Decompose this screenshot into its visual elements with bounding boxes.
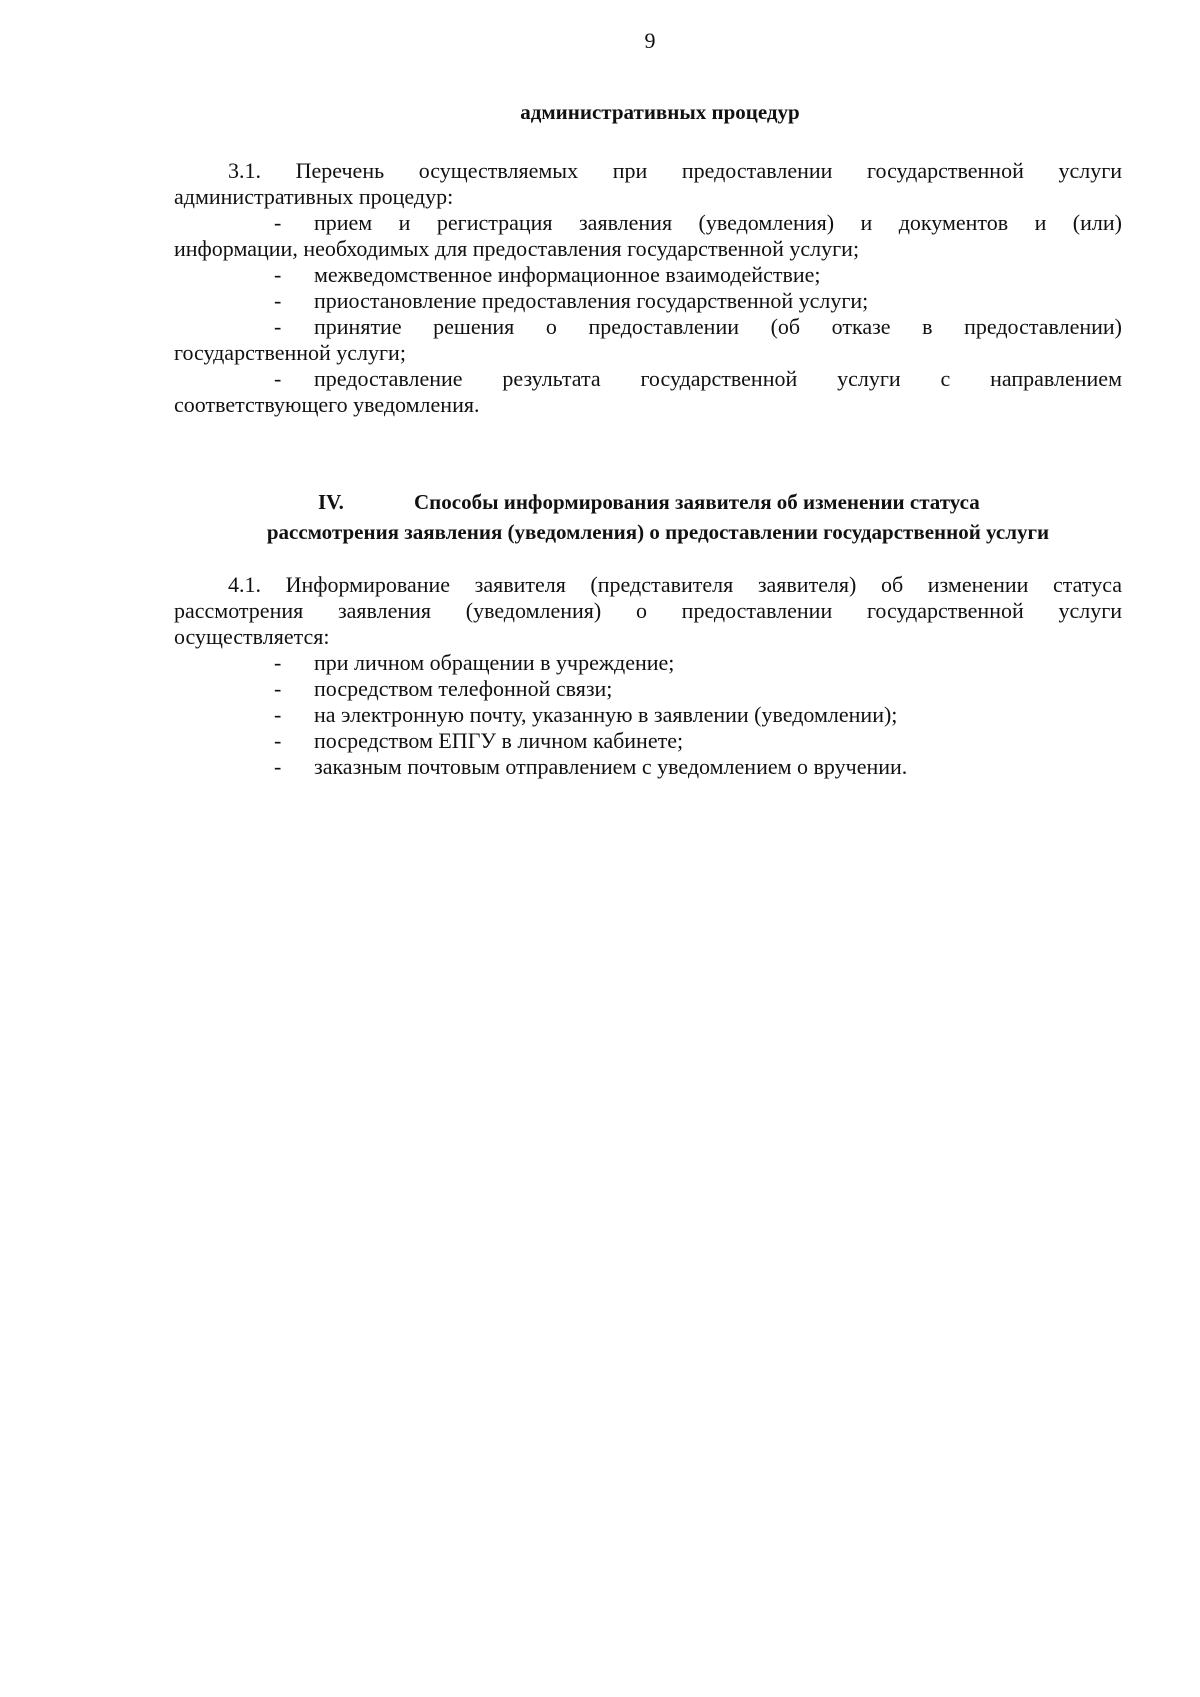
list-item-text: на электронную почту, указанную в заявлении (уведомлении);: [314, 702, 898, 727]
section-3-item-1: [174, 210, 1122, 262]
section-4-body: [174, 572, 1122, 780]
section-3-body: [174, 158, 1122, 418]
list-item-text: предоставление результата государственной услуги с направлением: [314, 366, 1122, 391]
section-4-heading-line1: Способы информирования заявителя об изменении статуса: [414, 490, 980, 514]
section-4-item-1: [174, 650, 1122, 676]
section-3-item-2: [174, 262, 1122, 288]
list-item-text: принятие решения о предоставлении (об отказе в предоставлении): [314, 314, 1122, 339]
section-3-intro-line2: административных процедур:: [174, 184, 454, 209]
section-4-heading-line2: рассмотрения заявления (уведомления) о предоставлении государственной услуги: [266, 520, 1050, 544]
dash-bullet: -: [274, 702, 282, 727]
list-item-text: посредством ЕПГУ в личном кабинете;: [314, 728, 684, 753]
section-4-item-2: [174, 676, 1122, 702]
dash-bullet: -: [274, 366, 282, 391]
dash-bullet: -: [274, 262, 282, 287]
section-3-intro-line1: 3.1. Перечень осуществляемых при предоставлении государственной услуги: [228, 158, 1122, 183]
section-3-item-5: [174, 366, 1122, 418]
list-item-continuation: государственной услуги;: [174, 340, 406, 365]
section-3-item-4: [174, 314, 1122, 366]
list-item-continuation: информации, необходимых для предоставления государственной услуги;: [174, 236, 860, 261]
section-4-item-3: [174, 702, 1122, 728]
section-4-intro-line3: осуществляется:: [174, 624, 330, 649]
list-item-text: заказным почтовым отправлением с уведомлением о вручении.: [314, 754, 908, 779]
section-4-item-5: [174, 754, 1122, 780]
section-3-item-3: [174, 288, 1122, 314]
dash-bullet: -: [274, 210, 282, 235]
section-3-heading-tail: административных процедур: [520, 100, 800, 124]
dash-bullet: -: [274, 650, 282, 675]
list-item-text: при личном обращении в учреждение;: [314, 650, 675, 675]
dash-bullet: -: [274, 676, 282, 701]
list-item-continuation: соответствующего уведомления.: [174, 392, 480, 417]
dash-bullet: -: [274, 728, 282, 753]
list-item-text: приостановление предоставления государственной услуги;: [314, 288, 869, 313]
section-4-intro-line1: 4.1. Информирование заявителя (представителя заявителя) об изменении статуса: [228, 572, 1122, 597]
dash-bullet: -: [274, 314, 282, 339]
page-number: 9: [644, 28, 656, 53]
section-4-intro-line2: рассмотрения заявления (уведомления) о предоставлении государственной услуги: [174, 598, 1122, 623]
dash-bullet: -: [274, 288, 282, 313]
section-4-item-4: [174, 728, 1122, 754]
dash-bullet: -: [274, 754, 282, 779]
list-item-text: прием и регистрация заявления (уведомления) и документов и (или): [314, 210, 1122, 235]
section-4-roman-numeral: IV.: [318, 490, 344, 514]
list-item-text: межведомственное информационное взаимодействие;: [314, 262, 821, 287]
list-item-text: посредством телефонной связи;: [314, 676, 613, 701]
section-4-heading: [174, 487, 1122, 547]
